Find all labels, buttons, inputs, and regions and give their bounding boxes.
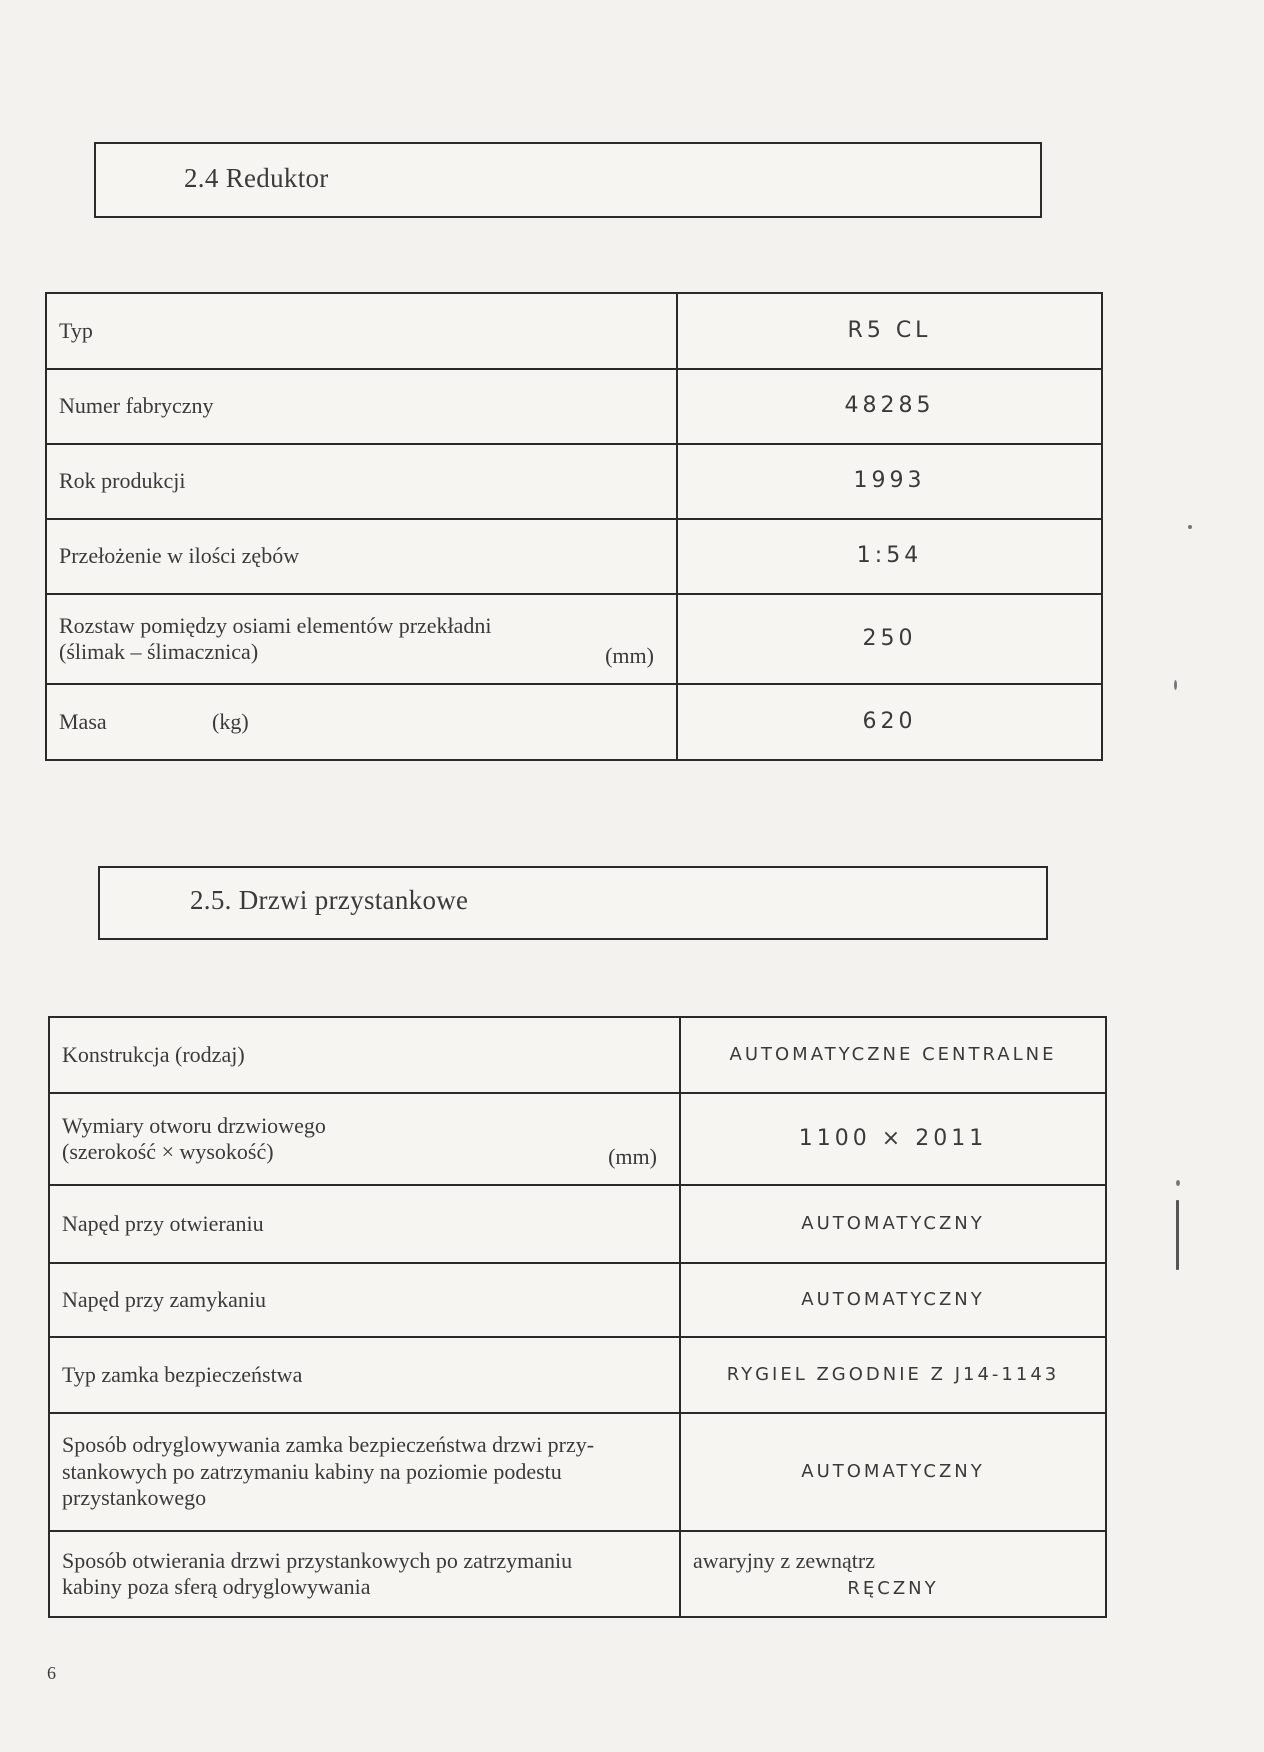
table-row (49, 1337, 1106, 1413)
row-label-naped-otwieranie: Napęd przy otwieraniu (49, 1185, 680, 1263)
scan-speck (1176, 1200, 1179, 1270)
value-wymiary: 1100 × 2011 (680, 1093, 1106, 1185)
label-line: (ślimak – ślimacznica) (59, 639, 259, 664)
row-label-przelozenie: Przełożenie w ilości zębów (46, 519, 677, 594)
table-row (46, 293, 1102, 369)
value-typ: R5 CL (677, 293, 1102, 369)
label-line: Sposób otwierania drzwi przystankowych po zatrzymaniu (62, 1547, 573, 1573)
table-row (46, 369, 1102, 444)
label-line: kabiny poza sferą odryglowywania (62, 1574, 371, 1599)
label-line: przystankowego (62, 1485, 207, 1511)
section-title-reduktor: 2.4 Reduktor (184, 163, 329, 193)
value-naped-zamykanie: AUTOMATYCZNY (680, 1263, 1106, 1337)
value-konstrukcja: AUTOMATYCZNE CENTRALNE (680, 1017, 1106, 1093)
drzwi-table (48, 1016, 1107, 1618)
handwritten-value: RĘCZNY (847, 1578, 939, 1600)
label-line: stankowych po zatrzymaniu kabiny na poziomie podestu (62, 1458, 562, 1484)
value-przelozenie: 1:54 (677, 519, 1102, 594)
value-sposob-otwierania (680, 1531, 1106, 1617)
unit-label: (mm) (605, 642, 654, 668)
value-numer-fabryczny: 48285 (677, 369, 1102, 444)
reduktor-table (45, 292, 1103, 761)
scan-speck (1188, 525, 1192, 529)
label-line: Wymiary otworu drzwiowego (62, 1112, 326, 1138)
table-row (49, 1413, 1106, 1531)
table-row (49, 1017, 1106, 1093)
row-label-konstrukcja: Konstrukcja (rodzaj) (49, 1017, 680, 1093)
printed-value: awaryjny z zewnątrz (693, 1548, 876, 1573)
page-number: 6 (47, 1663, 56, 1683)
value-sposob-odryglowywania: AUTOMATYCZNY (680, 1413, 1106, 1531)
label-line: (szerokość × wysokość) (62, 1139, 274, 1164)
label-line: Rozstaw pomiędzy osiami elementów przekładni (59, 612, 492, 638)
table-row (46, 684, 1102, 760)
row-label-numer-fabryczny: Numer fabryczny (46, 369, 677, 444)
table-row (46, 444, 1102, 519)
row-label-sposob-odryglowywania (49, 1413, 680, 1531)
table-row (49, 1263, 1106, 1337)
value-typ-zamka: RYGIEL ZGODNIE Z J14-1143 (680, 1337, 1106, 1413)
scan-speck (1174, 680, 1177, 690)
scan-speck (1176, 1180, 1180, 1186)
row-label-wymiary (49, 1093, 680, 1185)
row-label-rok-produkcji: Rok produkcji (46, 444, 677, 519)
unit-label: (mm) (608, 1143, 657, 1169)
row-label-rozstaw (46, 594, 677, 684)
label-text: Masa (59, 708, 107, 734)
label-line: Sposób odryglowywania zamka bezpieczeństwa drzwi przy- (62, 1432, 595, 1458)
unit-label: (kg) (212, 708, 249, 734)
table-row (49, 1093, 1106, 1185)
section-title-drzwi: 2.5. Drzwi przystankowe (190, 885, 469, 915)
row-label-sposob-otwierania (49, 1531, 680, 1617)
table-row (46, 519, 1102, 594)
value-rozstaw: 250 (677, 594, 1102, 684)
table-row (49, 1531, 1106, 1617)
value-masa: 620 (677, 684, 1102, 760)
row-label-typ-zamka: Typ zamka bezpieczeństwa (49, 1337, 680, 1413)
value-rok-produkcji: 1993 (677, 444, 1102, 519)
row-label-typ: Typ (46, 293, 677, 369)
row-label-naped-zamykanie: Napęd przy zamykaniu (49, 1263, 680, 1337)
value-naped-otwieranie: AUTOMATYCZNY (680, 1185, 1106, 1263)
table-row (49, 1185, 1106, 1263)
row-label-masa (46, 684, 677, 760)
table-row (46, 594, 1102, 684)
